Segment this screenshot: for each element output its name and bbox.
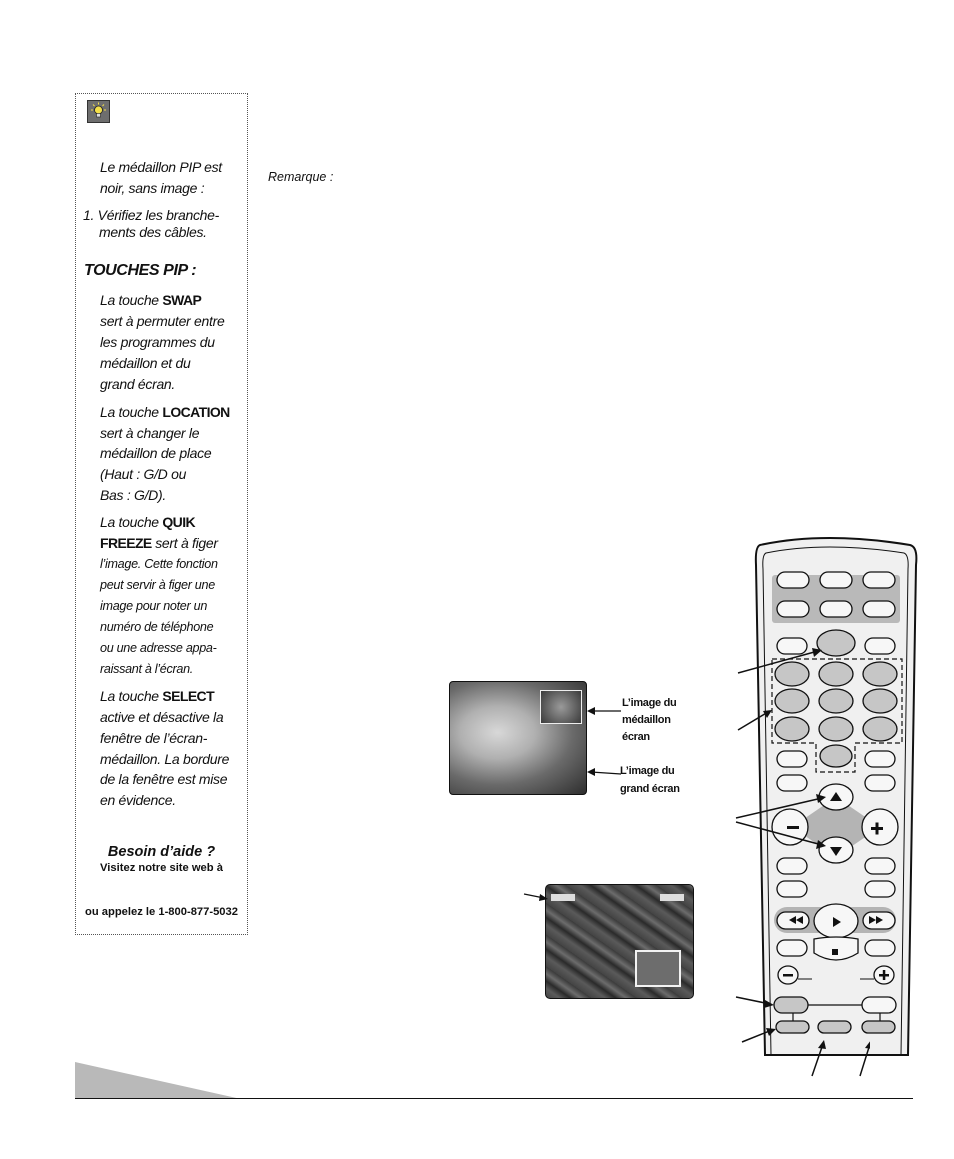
pip-keys-heading: TOUCHES PIP : [84,262,197,279]
swap-line-3: les programmes du [100,334,215,350]
freeze-line-6: numéro de téléphone [100,620,214,634]
pip-window [540,690,582,724]
label-pip-line-2: médaillon [622,714,671,726]
photo-arrows [585,700,625,790]
select-line-4: médaillon. La bordure [100,751,230,767]
location-key: LOCATION [162,404,230,420]
tip-step-1b: ments des câbles. [99,224,207,240]
label-main-line-1: L’image du [620,765,675,777]
freeze-line-5: image pour noter un [100,599,208,613]
location-line-5: Bas : G/D). [100,487,166,503]
freeze-line-7: ou une adresse appa- [100,641,217,655]
select-line-2: active et désactive la [100,709,224,725]
help-website: Visitez notre site web à [100,862,223,874]
help-title: Besoin d’aide ? [107,844,216,860]
label-main-line-2: grand écran [620,783,680,795]
freeze-line-3: l’image. Cette fonction [100,557,218,571]
location-line-1: La touche LOCATION [100,404,230,420]
swap-line-1: La touche SWAP [100,292,202,308]
label-pip-line-3: écran [622,731,650,743]
footer-tab [75,1062,245,1099]
tip-line-2: noir, sans image : [100,180,205,196]
swap-line-5: grand écran. [100,376,176,392]
quik-key: QUIK [162,514,195,530]
label-pip-line-1: L’image du [622,697,677,709]
remark-label: Remarque : [268,170,334,184]
location-line-4: (Haut : G/D ou [100,466,187,482]
freeze-line-1: La touche QUIK [100,514,195,530]
freeze-line-2: FREEZE sert à figer [100,535,218,551]
lightbulb-icon [87,100,110,123]
help-phone: ou appelez le 1-800-877-5032 [85,906,238,918]
channel-display-left [551,894,575,901]
freeze-key: FREEZE [100,535,152,551]
select-line-5: de la fenêtre est mise [100,771,228,787]
tip-line-1: Le médaillon PIP est [100,159,222,175]
select-line-3: fenêtre de l’écran- [100,730,208,746]
select-line-1: La touche SELECT [100,688,215,704]
display-arrow [520,890,550,906]
remote-pointer-arrows [730,640,870,1080]
freeze-line-4: peut servir à figer une [100,578,215,592]
footer-rule [75,1098,913,1099]
swap-key: SWAP [162,292,202,308]
swap-line-2: sert à permuter entre [100,313,225,329]
pip-window-2 [635,950,681,987]
channel-display-right [660,894,684,901]
location-line-3: médaillon de place [100,445,212,461]
swap-line-4: médaillon et du [100,355,191,371]
select-line-6: en évidence. [100,792,176,808]
tip-step-1a: 1. Vérifiez les branche- [83,207,219,223]
freeze-line-8: raissant à l’écran. [100,662,193,676]
location-line-2: sert à changer le [100,425,200,441]
select-key: SELECT [162,688,215,704]
